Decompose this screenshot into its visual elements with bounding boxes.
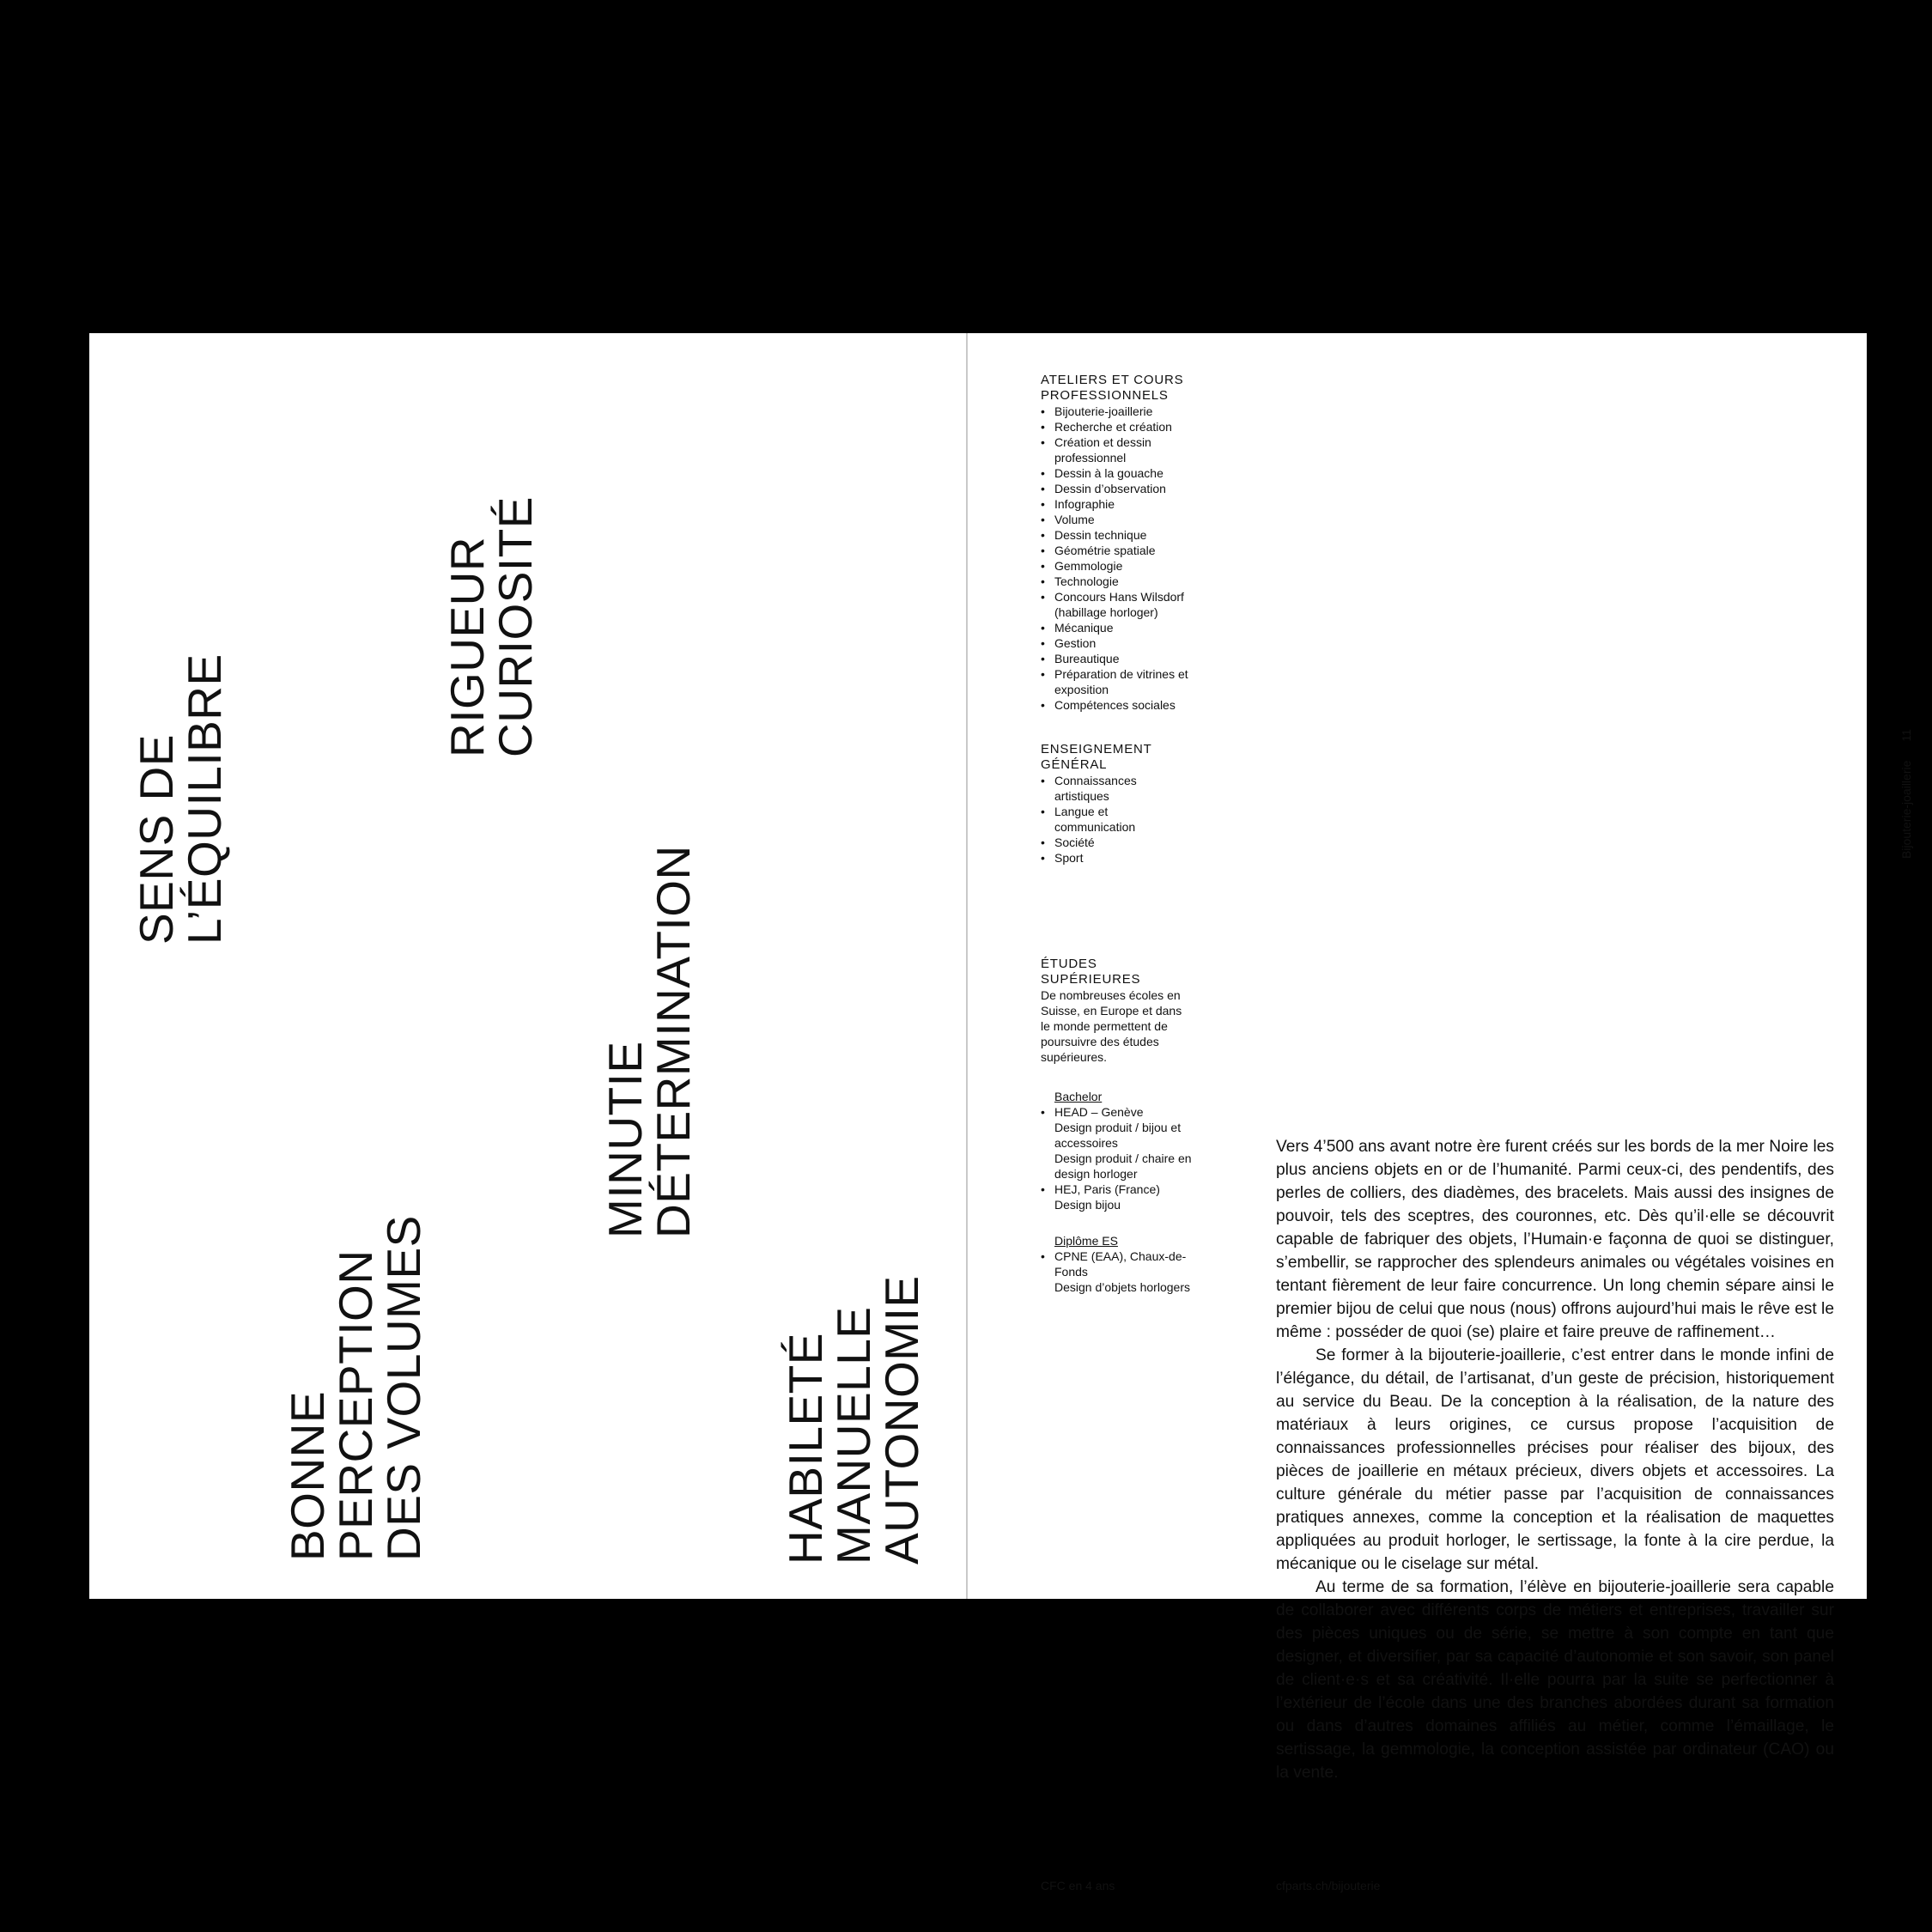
paragraph: Au terme de sa formation, l’élève en bijouterie-joaillerie sera capable de collaborer avec différents corps de métiers et entreprises, travailler sur des pièces uniques ou de série, se mettre à son compte en tant que designer, et diversifier, par sa capacité d’autonomie et son savoir, son panel de client·e·s et sa créativité. Il·elle pourra par la suite se perfectionner à l’extérieur de l’école dans une des branches abordées durant sa formation ou dans d’autres domaines affiliés au métier, comme l’émaillage, le sertissage, la gemmologie, la conception assistée par ordinateur (CAO) ou la vente. (1276, 1578, 1834, 1782)
list-item: • CPNE (EAA), Chaux-de-Fonds Design d’objets horlogers (1041, 1249, 1192, 1295)
list-item: • Dessin d’observation (1041, 481, 1212, 496)
bachelor-block (1041, 1089, 1192, 1104)
book-spread (89, 333, 1913, 1893)
running-head-title: Bijouterie-joaillerie (1899, 760, 1913, 859)
word-rigueur-curiosite: RIGUEUR CURIOSITÉ (440, 496, 542, 757)
diplome-block (1041, 1233, 1192, 1249)
section-title-enseignement: ENSEIGNEMENT GÉNÉRAL (1041, 742, 1152, 772)
body-text (1276, 1135, 1834, 1784)
page-number: 11 (1899, 729, 1913, 742)
list-item: • Connaissances artistiques (1041, 773, 1170, 804)
list-item: • Volume (1041, 512, 1212, 527)
word-sens-de-lequilibre: SENS DE L’ÉQUILIBRE (130, 653, 231, 945)
word-bonne-perception: BONNE PERCEPTION DES VOLUMES (281, 1215, 430, 1561)
section-etudes (1041, 957, 1192, 1295)
list-item: • Géométrie spatiale (1041, 543, 1212, 558)
list-item: • Préparation de vitrines et exposition (1041, 666, 1212, 697)
list-item: • Infographie (1041, 496, 1212, 512)
ateliers-list (1041, 404, 1212, 713)
list-item: • Société (1041, 835, 1170, 850)
section-enseignement (1041, 742, 1212, 866)
section-title-ateliers: ATELIERS ET COURS PROFESSIONNELS (1041, 373, 1184, 403)
list-item: • Langue et communication (1041, 804, 1170, 835)
list-item: • Bureautique (1041, 651, 1212, 666)
section-title-etudes: ÉTUDES SUPÉRIEURES (1041, 957, 1141, 987)
list-item: • Mécanique (1041, 620, 1212, 635)
diplome-label: Diplôme ES (1054, 1234, 1118, 1248)
paragraph: Vers 4’500 ans avant notre ère furent créés sur les bords de la mer Noire les plus anciens objets en or de l’humanité. Parmi ceux-ci, des pendentifs, des perles de colliers, des diadèmes, des bracelets. Mais aussi des insignes de pouvoir, tels des sceptres, des couronnes, etc. Dès qu’il·elle se découvrit capable de fabriquer des objets, l’Humain·e façonna de quoi se distinguer, s’embellir, se rapprocher des splendeurs animales ou végétales voisines en tentant fièrement de leur faire concurrence. Un long chemin sépare ainsi le premier bijou de celui que nous (nous) offrons aujourd’hui mais le rêve est le même : posséder de quoi (se) plaire et faire preuve de raffinement… (1276, 1138, 1834, 1341)
paragraph: Se former à la bijouterie-joaillerie, c’est entrer dans le monde infini de l’élégance, du détail, de l’artisanat, d’un geste de précision, historiquement au service du Beau. De la conception à la réalisation, de la nature des matériaux à leurs origines, ce cursus propose l’acquisition de connaissances professionnelles précises pour réaliser des bijoux, des pièces de joaillerie en métaux précieux, divers objets et accessoires. La culture générale du métier passe par l’acquisition de connaissances pratiques annexes, comme la conception et la réalisation de maquettes appliquées au produit horloger, le sertissage, la fonte à la cire perdue, la mécanique ou le ciselage sur métal. (1276, 1346, 1834, 1573)
word-minutie-determination: MINUTIE DÉTERMINATION (598, 845, 700, 1238)
enseignement-list (1041, 773, 1170, 866)
list-item: • Création et dessin professionnel (1041, 434, 1212, 465)
list-item: • Technologie (1041, 574, 1212, 589)
bachelor-list (1041, 1104, 1192, 1212)
list-item: • Sport (1041, 850, 1170, 866)
list-item: • Gestion (1041, 635, 1212, 651)
list-item: • HEAD – Genève Design produit / bijou et accessoires Design produit / chaire en design horloger (1041, 1104, 1192, 1182)
list-item: • Dessin à la gouache (1041, 465, 1212, 481)
footer-left: CFC en 4 ans (1041, 1879, 1115, 1893)
diplome-list (1041, 1249, 1192, 1295)
list-item: • Gemmologie (1041, 558, 1212, 574)
list-item: • HEJ, Paris (France) Design bijou (1041, 1182, 1192, 1212)
word-habilete-manuelle-autonomie: HABILETÉ MANUELLE AUTONOMIE (779, 1275, 928, 1564)
list-item: • Concours Hans Wilsdorf (habillage horloger) (1041, 589, 1212, 620)
bachelor-label: Bachelor (1054, 1090, 1103, 1103)
page-fold (966, 333, 968, 1599)
running-head (1899, 729, 1913, 859)
footer-url: cfparts.ch/bijouterie (1276, 1879, 1381, 1893)
section-ateliers (1041, 373, 1212, 713)
list-item: • Bijouterie-joaillerie (1041, 404, 1212, 419)
list-item: • Recherche et création (1041, 419, 1212, 434)
etudes-intro: De nombreuses écoles en Suisse, en Europe et dans le monde permettent de poursuivre des études supérieures. (1041, 988, 1182, 1064)
list-item: • Compétences sociales (1041, 697, 1212, 713)
list-item: • Dessin technique (1041, 527, 1212, 543)
